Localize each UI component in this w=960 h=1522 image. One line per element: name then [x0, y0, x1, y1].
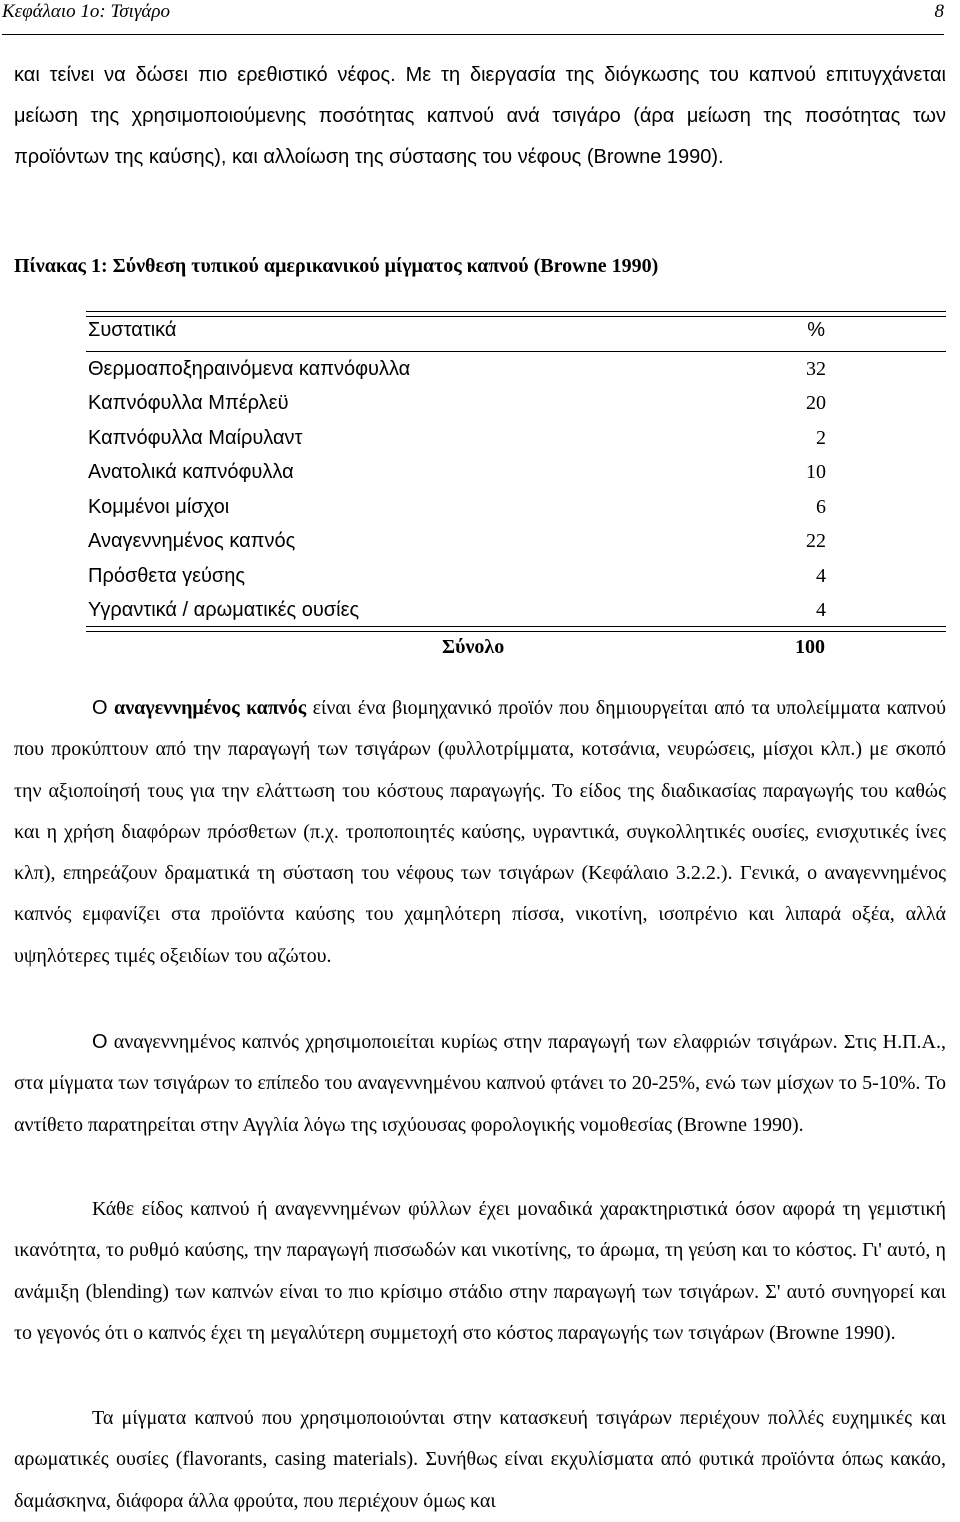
bold-term: αναγεννημένος καπνός — [114, 697, 307, 719]
table-top-rule — [86, 311, 946, 317]
table-header-components: Συστατικά — [88, 319, 177, 341]
row-value: 2 — [816, 427, 826, 449]
table-total-label: Σύνολο — [442, 636, 505, 658]
table-row — [88, 461, 826, 495]
row-name: Κομμένοι μίσχοι — [88, 496, 230, 518]
table-row — [88, 565, 826, 599]
row-name: Θερμοαποξηραινόμενα καπνόφυλλα — [88, 358, 411, 380]
table-bottom-rule — [86, 626, 946, 632]
table-caption: Πίνακας 1: Σύνθεση τυπικού αμερικανικού μίγματος καπνού (Browne 1990) — [14, 255, 659, 277]
row-name: Υγραντικά / αρωματικές ουσίες — [88, 599, 360, 621]
row-value: 4 — [816, 599, 826, 621]
table-row — [88, 427, 826, 461]
row-value: 10 — [806, 461, 826, 483]
paragraph-lead-letter: Ο — [92, 697, 108, 719]
page-header — [2, 0, 944, 35]
row-name: Καπνόφυλλα Μπέρλεϋ — [88, 392, 289, 414]
row-name: Πρόσθετα γεύσης — [88, 565, 246, 587]
paragraph-body: αναγεννημένος καπνός χρησιμοποιείται κυρίως στην παραγωγή των ελαφριών τσιγάρων. Στις Η.Π.Α., στα μίγματα των τσιγάρων το επίπεδο του αναγεννημένου καπνού φτάνει το 20-25%, ενώ των μίσχων το 5-10%. Το αντίθετο παρατηρείται στην Αγγλία λόγω της ισχύουσας φορολογικής νομοθεσίας (Browne 1990). — [14, 1031, 946, 1136]
paragraph-flavorants: Τα μίγματα καπνού που χρησιμοποιούνται στην κατασκευή τσιγάρων περιέχουν πολλές ευχημικές και αρωματικές ουσίες (flavorants, casing materials). Συνήθως είναι εκχυλίσματα από φυτικά προϊόντα όπως κακάο, δαμάσκηνα, διάφορα άλλα φρούτα, που περιέχουν όμως και — [14, 1407, 946, 1512]
paragraph-blending: Κάθε είδος καπνού ή αναγεννημένων φύλλων έχει μοναδικά χαρακτηριστικά όσον αφορά τη γεμιστική ικανότητα, το ρυθμό καύσης, την παραγωγή πισσωδών και νικοτίνης, το άρωμα, τη γεύση και το κόστος. Γι' αυτό, η ανάμιξη (blending) των καπνών είναι το πιο κρίσιμο στάδιο στην παραγωγή των τσιγάρων. Σ' αυτό συνηγορεί και το γεγονός ότι ο καπνός έχει τη μεγαλύτερη συμμετοχή στο κόστος παραγωγής των τσιγάρων (Browne 1990). — [14, 1198, 946, 1344]
row-value: 22 — [806, 530, 826, 552]
row-name: Καπνόφυλλα Μαίρυλαντ — [88, 427, 303, 449]
table-header-rule — [86, 351, 946, 352]
chapter-title: Κεφάλαιο 1ο: Τσιγάρο — [2, 1, 171, 22]
table-header-percent: % — [807, 319, 825, 341]
table-total-value: 100 — [795, 636, 825, 658]
row-name: Ανατολικά καπνόφυλλα — [88, 461, 294, 483]
row-value: 20 — [806, 392, 826, 414]
table-row — [88, 530, 826, 564]
paragraph-reconstituted-tobacco — [14, 688, 946, 977]
page-number: 8 — [934, 1, 944, 22]
row-value: 6 — [816, 496, 826, 518]
paragraph-lead-letter: Ο — [92, 1031, 108, 1053]
row-name: Αναγεννημένος καπνός — [88, 530, 296, 552]
paragraph-body: είναι ένα βιομηχανικό προϊόν που δημιουργείται από τα υπολείμματα καπνού που προκύπτουν από την παραγωγή των τσιγάρων (φυλλοτρίμματα, κοτσάνια, νευρώσεις, μίσχοι κλπ.) με σκοπό την αξιοποίησή τους για την ελάττωση του κόστους παραγωγής. Το είδος της διαδικασίας παραγωγής του καθώς και η χρήση διαφόρων πρόσθετων (π.χ. τροποποιητές καύσης, υγραντικά, συγκολλητικές ουσίες, ενισχυτικές ίνες κλπ), επηρεάζουν δραματικά τη σύσταση του νέφους των τσιγάρων (Κεφάλαιο 3.2.2.). Γενικά, ο αναγεννημένος καπνός εμφανίζει στα προϊόντα καύσης του χαμηλότερη πίσσα, νικοτίνη, ισοπρένιο και λιπαρά οξέα, αλλά υψηλότερες τιμές οξειδίων του αζώτου. — [14, 697, 947, 967]
table-row — [88, 496, 826, 530]
paragraph-light-cigarettes — [14, 1022, 946, 1146]
table-row — [88, 358, 826, 392]
table-row — [88, 392, 826, 426]
row-value: 4 — [816, 565, 826, 587]
row-value: 32 — [806, 358, 826, 380]
paragraph-intro: και τείνει να δώσει πιο ερεθιστικό νέφος. Με τη διεργασία της διόγκωσης του καπνού επιτυγχάνεται μείωση της χρησιμοποιούμενης ποσότητας καπνού ανά τσιγάρο (άρα μείωση της ποσότητας των προϊόντων της καύσης), και αλλοίωση της σύστασης του νέφους (Browne 1990). — [14, 64, 946, 168]
